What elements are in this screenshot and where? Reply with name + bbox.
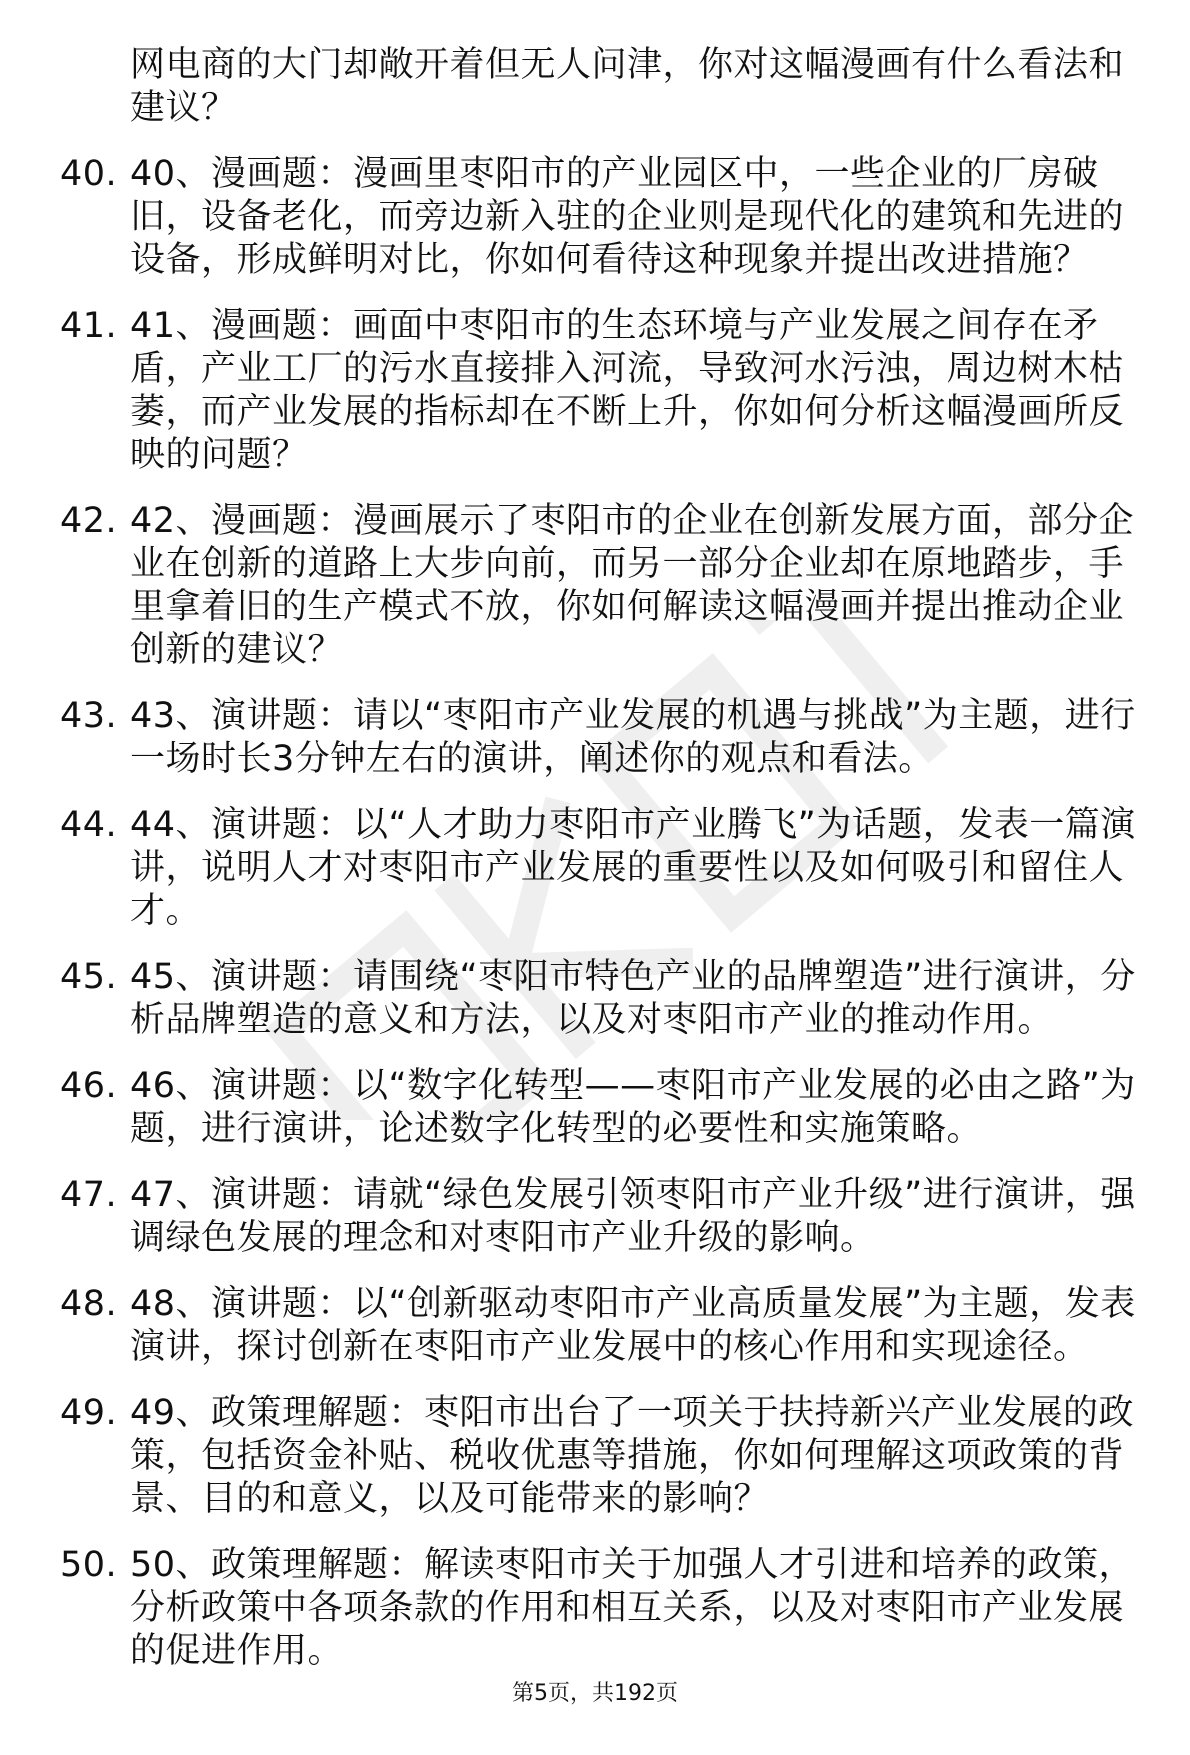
- page-footer: 第5页，共192页: [512, 1681, 678, 1706]
- question-text: 47、演讲题：请就“绿色发展引领枣阳市产业升级”进行演讲，强调绿色发展的理念和对枣阳市产业升级的影响。: [130, 1175, 1136, 1258]
- question-text: 45、演讲题：请围绕“枣阳市特色产业的品牌塑造”进行演讲，分析品牌塑造的意义和方法，以及对枣阳市产业的推动作用。: [130, 957, 1136, 1040]
- question-number: 50.: [60, 1545, 118, 1585]
- list-item: [60, 1544, 1150, 1673]
- question-number: 46.: [60, 1066, 118, 1106]
- question-number: 45.: [60, 957, 118, 997]
- question-text: 44、演讲题：以“人才助力枣阳市产业腾飞”为话题，发表一篇演讲，说明人才对枣阳市产业发展的重要性以及如何吸引和留住人才。: [130, 805, 1136, 931]
- question-text: 42、漫画题：漫画展示了枣阳市的企业在创新发展方面，部分企业在创新的道路上大步向前，而另一部分企业却在原地踏步，手里拿着旧的生产模式不放，你如何解读这幅漫画并提出推动企业创新的建议？: [130, 501, 1135, 670]
- list-item: [60, 305, 1150, 477]
- question-text: 40、漫画题：漫画里枣阳市的产业园区中，一些企业的厂房破旧，设备老化，而旁边新入驻的企业则是现代化的建筑和先进的设备，形成鲜明对比，你如何看待这种现象并提出改进措施？: [130, 154, 1125, 280]
- question-text: 48、演讲题：以“创新驱动枣阳市产业高质量发展”为主题，发表演讲，探讨创新在枣阳市产业发展中的核心作用和实现途径。: [130, 1284, 1136, 1367]
- question-text: 50、政策理解题：解读枣阳市关于加强人才引进和培养的政策，分析政策中各项条款的作用和相互关系，以及对枣阳市产业发展的促进作用。: [130, 1545, 1135, 1671]
- list-item: [60, 1174, 1150, 1260]
- question-number: 42.: [60, 501, 118, 541]
- list-item: [60, 1392, 1150, 1521]
- question-number: 40.: [60, 154, 118, 194]
- list-item: [60, 500, 1150, 672]
- list-item: [60, 695, 1150, 781]
- question-number: 41.: [60, 306, 118, 346]
- question-list: [60, 153, 1150, 1673]
- question-text: 46、演讲题：以“数字化转型——枣阳市产业发展的必由之路”为题，进行演讲，论述数字化转型的必要性和实施策略。: [130, 1066, 1136, 1149]
- main-content: [60, 44, 1150, 1673]
- question-text: 41、漫画题：画面中枣阳市的生态环境与产业发展之间存在矛盾，产业工厂的污水直接排入河流，导致河水污浊，周边树木枯萎，而产业发展的指标却在不断上升，你如何分析这幅漫画所反映的问题？: [130, 306, 1125, 475]
- question-number: 47.: [60, 1175, 118, 1215]
- list-item: [60, 153, 1150, 282]
- question-number: 48.: [60, 1284, 118, 1324]
- question-number: 44.: [60, 805, 118, 845]
- list-item: [60, 1065, 1150, 1151]
- question-number: 49.: [60, 1393, 118, 1433]
- question-text: 43、演讲题：请以“枣阳市产业发展的机遇与挑战”为主题，进行一场时长3分钟左右的演讲，阐述你的观点和看法。: [130, 696, 1136, 779]
- list-item: [60, 956, 1150, 1042]
- continued-paragraph: 网电商的大门却敞开着但无人问津，你对这幅漫画有什么看法和建议？: [130, 45, 1125, 128]
- list-item: [60, 1283, 1150, 1369]
- question-number: 43.: [60, 696, 118, 736]
- list-item: [60, 804, 1150, 933]
- question-text: 49、政策理解题：枣阳市出台了一项关于扶持新兴产业发展的政策，包括资金补贴、税收优惠等措施，你如何理解这项政策的背景、目的和意义，以及可能带来的影响？: [130, 1393, 1135, 1519]
